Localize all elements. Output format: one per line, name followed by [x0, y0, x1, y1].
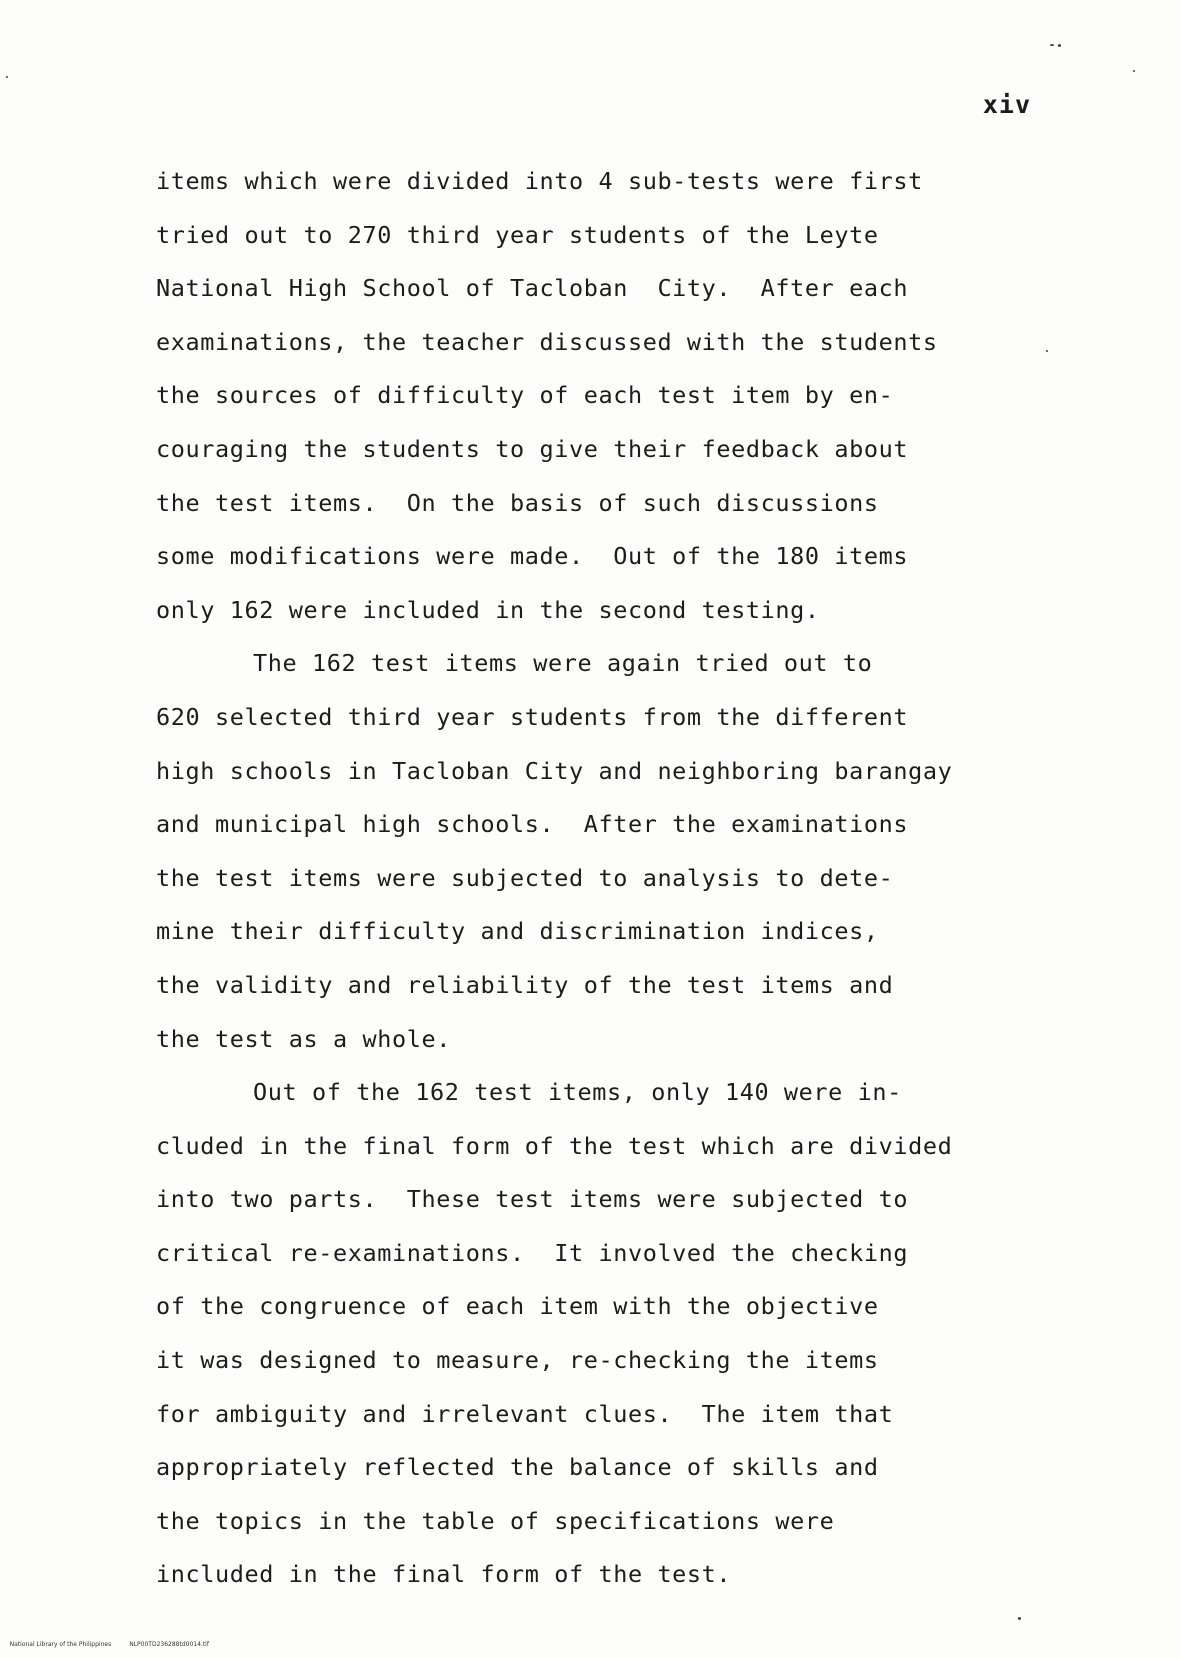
text-line: only 162 were included in the second testing. [156, 595, 820, 624]
text-line: the topics in the table of specifications were [156, 1506, 835, 1535]
scan-speck [1133, 70, 1135, 72]
page-number: xiv [982, 90, 1031, 119]
text-line: critical re-examinations. It involved the checking [156, 1238, 909, 1267]
text-line: of the congruence of each item with the objective [156, 1292, 879, 1321]
text-line: for ambiguity and irrelevant clues. The item that [156, 1399, 894, 1428]
text-line: and municipal high schools. After the examinations [156, 810, 909, 839]
text-line: some modifications were made. Out of the 180 items [156, 542, 909, 571]
text-line: the validity and reliability of the test items and [156, 970, 894, 999]
text-line: The 162 test items were again tried out to [253, 649, 873, 678]
text-line: the sources of difficulty of each test item by en- [156, 381, 894, 410]
text-line: into two parts. These test items were subjected to [156, 1185, 909, 1214]
text-line: examinations, the teacher discussed with the students [156, 327, 938, 356]
text-line: couraging the students to give their feedback about [156, 434, 909, 463]
text-line: items which were divided into 4 sub-tests were first [156, 167, 923, 195]
text-line: 620 selected third year students from the different [156, 702, 909, 731]
text-line: the test as a whole. [156, 1024, 451, 1053]
scan-speck [1046, 350, 1048, 352]
footer-library: National Library of the Philippines [9, 1641, 112, 1648]
text-line: the test items were subjected to analysis to dete- [156, 863, 894, 892]
scan-speck [1050, 44, 1054, 46]
text-line: it was designed to measure, re-checking the items [156, 1346, 879, 1375]
scan-speck [1058, 44, 1061, 47]
text-line: appropriately reflected the balance of skills and [156, 1453, 879, 1482]
scan-speck [6, 76, 8, 78]
text-line: the test items. On the basis of such discussions [156, 488, 879, 517]
text-line: mine their difficulty and discrimination indices, [156, 917, 879, 946]
text-line: high schools in Tacloban City and neighboring barangay [156, 756, 953, 785]
text-line: National High School of Tacloban City. After each [156, 274, 909, 303]
body-text [156, 155, 1056, 1602]
scan-footer [2, 1634, 209, 1655]
text-line: cluded in the final form of the test which are divided [156, 1131, 953, 1160]
scan-speck [1018, 1617, 1021, 1620]
text-line: Out of the 162 test items, only 140 were in- [253, 1078, 902, 1107]
footer-file-id: NLP00TD236288td0014.tif [129, 1641, 209, 1648]
text-line: tried out to 270 third year students of the Leyte [156, 220, 879, 249]
text-line: included in the final form of the test. [156, 1560, 732, 1589]
